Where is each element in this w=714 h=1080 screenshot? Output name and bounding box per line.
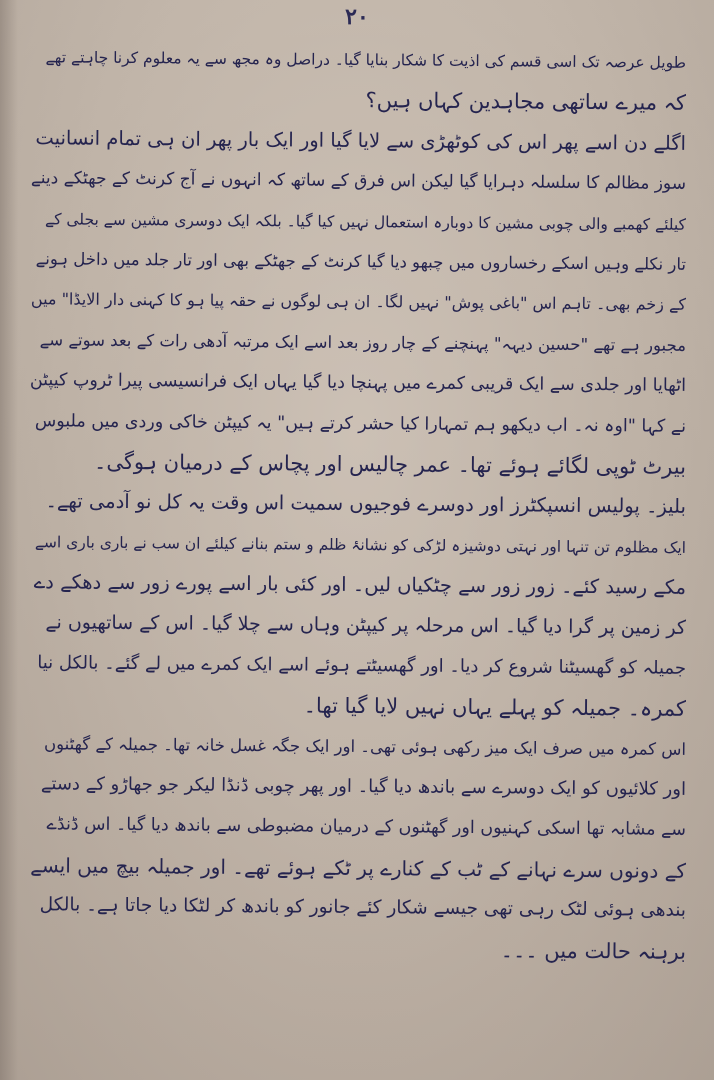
text-line: بیرٹ ٹوپی لگائے ہوئے تھا۔ عمر چالیس اور پچاس کے درمیان ہوگی۔ [93, 449, 687, 479]
text-line: ایک مظلوم تن تنہا اور نہتی دوشیزہ لڑکی کو نشانۂ ظلم و ستم بنانے کیلئے ان سب نے باری باری اسے [34, 532, 687, 557]
text-line: اور کلائیوں کو ایک دوسرے سے باندھ دیا گیا۔ اور پھر چوبی ڈنڈا لیکر جو جھاڑو کے دستے [40, 773, 687, 800]
page-edge-shadow [0, 0, 18, 1080]
text-line: بلیز۔ پولیس انسپکٹرز اور دوسرے فوجیوں سمیت اس وقت یہ کل نو آدمی تھے۔ [45, 489, 687, 519]
text-line: اٹھایا اور جلدی سے ایک قریبی کمرے میں پہنچا دیا گیا یہاں ایک فرانسیسی پیرا ٹروپ کیپٹن [29, 370, 687, 396]
text-line: کہ میرے ساتھی مجاہدین کہاں ہیں؟ [365, 88, 687, 116]
text-line: اگلے دن اسے پھر اس کی کوٹھڑی سے لایا گیا اور ایک بار پھر ان ہی تمام انسانیت [35, 125, 687, 155]
text-line: سوز مظالم کا سلسلہ دہرایا گیا لیکن اس فرق کے ساتھ کہ انہوں نے آج کرنٹ کے جھٹکے دینے [30, 168, 687, 195]
text-line: کے زخم بھی۔ تاہم اس "باغی پوش" نہیں لگا۔ ان ہی لوگوں نے حقہ پیا ہو کا کہنی دار الایڈا" میں [30, 289, 687, 315]
text-line: مکے رسید کئے۔ زور زور سے چٹکیاں لیں۔ اور کئی بار اسے پورے زور سے دھکے دے [33, 570, 687, 599]
text-line: کر زمین پر گرا دیا گیا۔ اس مرحلہ پر کیپٹن وہاں سے چلا گیا۔ اس کے ساتھیوں نے [45, 611, 687, 640]
text-line: جمیلہ کو گھسیٹنا شروع کر دیا۔ اور گھسیٹتے ہوئے اسے ایک کمرے میں لے گئے۔ بالکل نیا [37, 652, 687, 679]
text-line: تار نکلے وہیں اسکے رخساروں میں چبھو دیا گیا کرنٹ کے جھٹکے بھی اور تار جلد میں داخل ہونے [35, 249, 687, 274]
text-line: کیلئے کھمبے والی چوبی مشین کا دوبارہ استعمال نہیں کیا گیا۔ بلکہ ایک دوسری مشین سے بجلی کے [44, 209, 687, 234]
text-line: برہنہ حالت میں ۔۔۔ [500, 937, 687, 964]
text-line: کمرہ۔ جمیلہ کو پہلے یہاں نہیں لایا گیا تھا۔ [303, 693, 687, 722]
text-line: مجبور ہے تھے "حسین دیہہ" پہنچنے کے چار روز بعد اسے ایک مرتبہ آدھی رات کے بعد سوتے سے [39, 329, 687, 355]
text-line: کے دونوں سرے نہانے کے ٹب کے کنارے پر ٹکے ہوئے تھے۔ اور جمیلہ بیچ میں ایسے [30, 852, 687, 883]
text-line: نے کہا "اوہ نہ۔ اب دیکھو ہم تمہارا کیا حشر کرتے ہیں" یہ کیپٹن خاکی وردی میں ملبوس [34, 410, 687, 437]
page-number: ۲۰ [345, 4, 369, 30]
text-line: طویل عرصہ تک اسی قسم کی اذیت کا شکار بنایا گیا۔ دراصل وہ مجھ سے یہ معلوم کرنا چاہتے تھے [45, 48, 687, 72]
text-line: بندھی ہوئی لٹک رہی تھی جیسے شکار کئے جانور کو باندھ کر لٹکا دیا جاتا ہے۔ بالکل [39, 894, 687, 922]
handwritten-text-block [30, 40, 686, 969]
text-line: سے مشابہ تھا اسکی کہنیوں اور گھٹنوں کے درمیان مضبوطی سے باندھ دیا گیا۔ اس ڈنڈے [46, 814, 687, 841]
text-line: اس کمرہ میں صرف ایک میز رکھی ہوئی تھی۔ اور ایک جگہ غسل خانہ تھا۔ جمیلہ کے گھٹنوں [43, 733, 687, 759]
